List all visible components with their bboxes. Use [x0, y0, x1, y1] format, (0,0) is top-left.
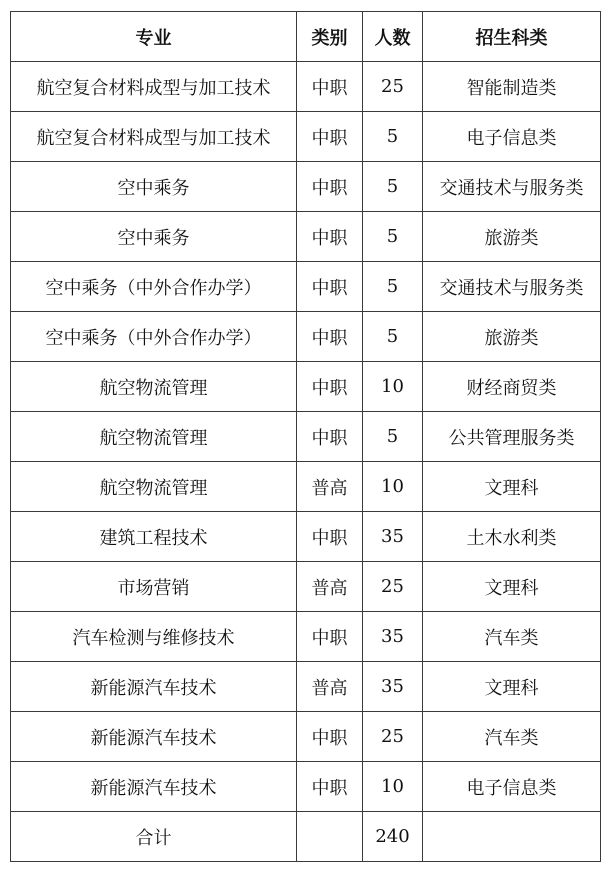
- cell-major: 空中乘务（中外合作办学）: [11, 262, 297, 312]
- cell-category: 财经商贸类: [423, 362, 601, 412]
- cell-category: 公共管理服务类: [423, 412, 601, 462]
- cell-count: 25: [363, 712, 423, 762]
- cell-category: 汽车类: [423, 712, 601, 762]
- cell-major: 航空物流管理: [11, 412, 297, 462]
- table-row: [11, 762, 601, 812]
- enrollment-table: [10, 11, 601, 862]
- cell-category: 电子信息类: [423, 112, 601, 162]
- table-row: [11, 212, 601, 262]
- cell-type: 中职: [297, 162, 363, 212]
- cell-count: 35: [363, 512, 423, 562]
- table-body: [11, 62, 601, 862]
- cell-count: 5: [363, 312, 423, 362]
- cell-major: 空中乘务: [11, 212, 297, 262]
- cell-major: 市场营销: [11, 562, 297, 612]
- table-row: [11, 362, 601, 412]
- cell-type: 中职: [297, 112, 363, 162]
- table-row: [11, 162, 601, 212]
- table-row: [11, 412, 601, 462]
- table-header: [11, 12, 601, 62]
- cell-type: 中职: [297, 262, 363, 312]
- cell-count: 5: [363, 412, 423, 462]
- cell-count: 25: [363, 62, 423, 112]
- cell-major: 新能源汽车技术: [11, 762, 297, 812]
- cell-count: 25: [363, 562, 423, 612]
- total-count: 240: [363, 812, 423, 862]
- cell-category: 交通技术与服务类: [423, 162, 601, 212]
- cell-category: 文理科: [423, 562, 601, 612]
- table-row: [11, 512, 601, 562]
- cell-category: 电子信息类: [423, 762, 601, 812]
- cell-category: 旅游类: [423, 212, 601, 262]
- cell-category: 汽车类: [423, 612, 601, 662]
- cell-count: 35: [363, 612, 423, 662]
- table-row: [11, 312, 601, 362]
- cell-major: 空中乘务: [11, 162, 297, 212]
- cell-type: 普高: [297, 662, 363, 712]
- cell-type: 中职: [297, 512, 363, 562]
- header-category: 招生科类: [423, 12, 601, 62]
- cell-major: 空中乘务（中外合作办学）: [11, 312, 297, 362]
- cell-type: 普高: [297, 562, 363, 612]
- cell-count: 10: [363, 362, 423, 412]
- cell-count: 10: [363, 462, 423, 512]
- cell-type: 中职: [297, 412, 363, 462]
- header-type: 类别: [297, 12, 363, 62]
- cell-category: 交通技术与服务类: [423, 262, 601, 312]
- header-count: 人数: [363, 12, 423, 62]
- table-row: [11, 562, 601, 612]
- cell-count: 5: [363, 212, 423, 262]
- table-row: [11, 612, 601, 662]
- cell-category: 文理科: [423, 662, 601, 712]
- cell-type: 中职: [297, 362, 363, 412]
- total-category: [423, 812, 601, 862]
- cell-type: 中职: [297, 312, 363, 362]
- cell-type: 中职: [297, 612, 363, 662]
- header-major: 专业: [11, 12, 297, 62]
- cell-major: 汽车检测与维修技术: [11, 612, 297, 662]
- cell-major: 航空复合材料成型与加工技术: [11, 62, 297, 112]
- cell-count: 10: [363, 762, 423, 812]
- cell-major: 航空物流管理: [11, 462, 297, 512]
- total-type: [297, 812, 363, 862]
- header-row: [11, 12, 601, 62]
- table-row: [11, 462, 601, 512]
- cell-count: 5: [363, 112, 423, 162]
- cell-category: 智能制造类: [423, 62, 601, 112]
- table-row: [11, 712, 601, 762]
- cell-type: 中职: [297, 212, 363, 262]
- table-row: [11, 662, 601, 712]
- total-label: 合计: [11, 812, 297, 862]
- cell-category: 土木水利类: [423, 512, 601, 562]
- cell-type: 中职: [297, 712, 363, 762]
- cell-major: 航空物流管理: [11, 362, 297, 412]
- cell-type: 普高: [297, 462, 363, 512]
- total-row: [11, 812, 601, 862]
- cell-major: 建筑工程技术: [11, 512, 297, 562]
- cell-type: 中职: [297, 762, 363, 812]
- cell-count: 35: [363, 662, 423, 712]
- cell-major: 航空复合材料成型与加工技术: [11, 112, 297, 162]
- cell-count: 5: [363, 262, 423, 312]
- cell-category: 文理科: [423, 462, 601, 512]
- table-row: [11, 112, 601, 162]
- cell-major: 新能源汽车技术: [11, 662, 297, 712]
- table-row: [11, 262, 601, 312]
- table-row: [11, 62, 601, 112]
- cell-count: 5: [363, 162, 423, 212]
- cell-type: 中职: [297, 62, 363, 112]
- cell-major: 新能源汽车技术: [11, 712, 297, 762]
- cell-category: 旅游类: [423, 312, 601, 362]
